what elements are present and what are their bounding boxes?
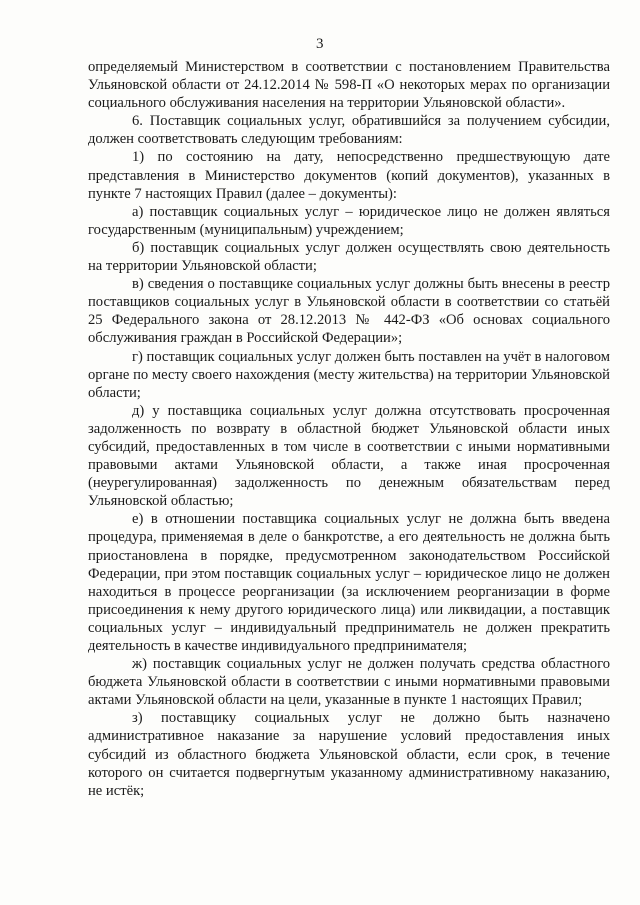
paragraph-subitem-d: д) у поставщика социальных услуг должна отсутствовать просроченная задолженность по возврату в областной бюджет Ульяновской области иных субсидий, предоставленных в том числе в соответствии с иными нормативными правовыми актами Ульяновской области, а также иная просроченная (неурегулированная) задолженность по денежным обязательствам перед Ульяновской областью; — [88, 402, 610, 510]
paragraph-subitem-v: в) сведения о поставщике социальных услуг должны быть внесены в реестр поставщиков социальных услуг в Ульяновской области в соответствии со статьёй 25 Федерального закона от 28.12.2013 № 442-ФЗ «Об основах социального обслуживания граждан в Российской Федерации»; — [88, 276, 610, 347]
paragraph-subitem-1: 1) по состоянию на дату, непосредственно предшествующую дате представления в Министерство документов (копий документов), указанных в пункте 7 настоящих Правил (далее – документы): — [88, 149, 610, 202]
paragraph-subitem-z: з) поставщику социальных услуг не должно быть назначено административное наказание за нарушение условий предоставления иных субсидий из областного бюджета Ульяновской области, если срок, в течение которого он считается подвергнутым указанному административному наказанию, не истёк; — [88, 710, 610, 799]
paragraph-subitem-zh: ж) поставщик социальных услуг не должен получать средства областного бюджета Ульяновской области в соответствии с иными нормативными правовыми актами Ульяновской области на цели, указанные в пункте 1 настоящих Правил; — [88, 656, 610, 709]
paragraph-continuation: определяемый Министерством в соответствии с постановлением Правительства Ульяновской области от 24.12.2014 № 598-П «О некоторых мерах по организации социального обслуживания населения на территории Ульяновской области». — [88, 59, 610, 112]
paragraph-subitem-b: б) поставщик социальных услуг должен осуществлять свою деятельность на территории Ульяновской области; — [88, 239, 610, 275]
paragraph-item-6: 6. Поставщик социальных услуг, обратившийся за получением субсидии, должен соответствовать следующим требованиям: — [88, 113, 610, 148]
paragraph-subitem-a: а) поставщик социальных услуг – юридическое лицо не должен являться государственным (муниципальным) учреждением; — [88, 203, 610, 238]
paragraph-subitem-g: г) поставщик социальных услуг должен быть поставлен на учёт в налоговом органе по месту своего нахождения (месту жительства) на территории Ульяновской области; — [88, 348, 610, 401]
page-number: 3 — [316, 36, 324, 52]
paragraph-subitem-e: е) в отношении поставщика социальных услуг не должна быть введена процедура, применяемая в деле о банкротстве, а его деятельность не должна быть приостановлена в порядке, предусмотренном законодательством Российской Федерации, при этом поставщик социальных услуг – юридическое лицо не должен находиться в процессе реорганизации (за исключением реорганизации в форме присоединения к нему другого юридического лица) или ликвидации, а поставщик социальных услуг – индивидуальный предприниматель не должен прекратить деятельность в качестве индивидуального предпринимателя; — [88, 511, 610, 654]
document-body — [88, 58, 610, 800]
